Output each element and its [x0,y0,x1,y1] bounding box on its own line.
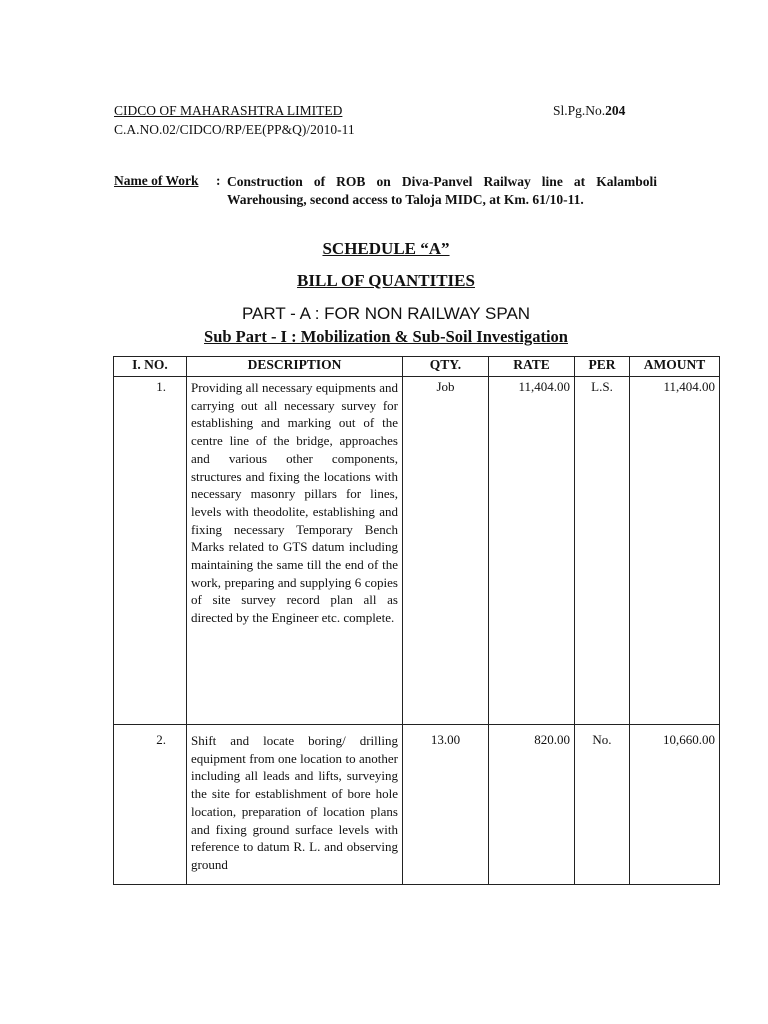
col-header-amount: AMOUNT [630,357,720,377]
item-qty: 13.00 [403,725,489,885]
item-number: 1. [114,377,187,725]
item-description: Shift and locate boring/ drilling equipment from one location to another including all leads and lifts, surveying the site for establishment of bore hole location, preparation of location plans and fixing ground surface levels with reference to datum R. L. and observing ground [187,725,403,885]
name-of-work-text: Construction of ROB on Diva-Panvel Railway line at Kalamboli Warehousing, second access to Taloja MIDC, at Km. 61/10-11. [227,174,657,207]
item-number: 2. [114,725,187,885]
company-name: CIDCO OF MAHARASHTRA LIMITED [114,103,343,118]
col-header-rate: RATE [489,357,575,377]
page-number: 204 [605,103,626,118]
part-title: PART - A : FOR NON RAILWAY SPAN [241,304,531,323]
page-prefix: Sl.Pg.No. [553,103,606,118]
item-qty: Job [403,377,489,725]
item-rate: 11,404.00 [489,377,575,725]
bill-of-quantities-table [113,356,720,885]
item-per: No. [575,725,630,885]
col-header-description: DESCRIPTION [187,357,403,377]
name-of-work-colon: : [216,173,221,188]
page-number-label [553,103,625,119]
item-amount: 11,404.00 [630,377,720,725]
item-per: L.S. [575,377,630,725]
name-of-work-label: Name of Work [114,173,199,188]
table-row [114,377,720,725]
contract-number: C.A.NO.02/CIDCO/RP/EE(PP&Q)/2010-11 [114,122,355,137]
table-row [114,725,720,885]
boq-title: BILL OF QUANTITIES [297,271,475,290]
schedule-title: SCHEDULE “A” [322,239,450,258]
subpart-title: Sub Part - I : Mobilization & Sub-Soil Investigation [204,327,568,346]
item-rate: 820.00 [489,725,575,885]
col-header-qty: QTY. [403,357,489,377]
item-amount: 10,660.00 [630,725,720,885]
col-header-per: PER [575,357,630,377]
table-header-row [114,357,720,377]
item-description: Providing all necessary equipments and carrying out all necessary survey for establishing and marking out of the centre line of the bridge, approaches and various other components, structures and fixing the locations with necessary masonry pillars for lines, levels with theodolite, establishing and fixing necessary Temporary Bench Marks related to GTS datum including maintaining the same till the end of the work, preparing and supplying 6 copies of site survey record plan all as directed by the Engineer etc. complete. [187,377,403,725]
col-header-no: I. NO. [114,357,187,377]
